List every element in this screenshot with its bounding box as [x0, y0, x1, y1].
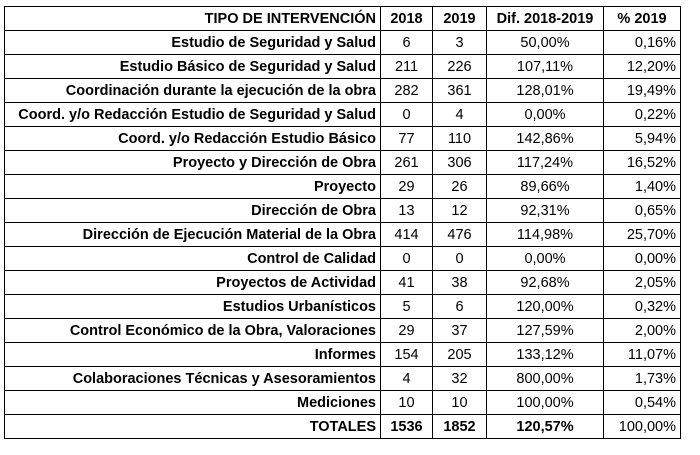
row-name-cell: Estudio de Seguridad y Salud: [5, 31, 381, 55]
row-name-cell: Coord. y/o Redacción Estudio Básico: [5, 127, 381, 151]
row-dif-cell: 120,00%: [487, 295, 604, 319]
row-2019-cell: 6: [433, 295, 487, 319]
row-name-cell: Mediciones: [5, 391, 381, 415]
row-pct-2019-cell: 12,20%: [604, 55, 681, 79]
row-name-cell: Coord. y/o Redacción Estudio de Seguridad y Salud: [5, 103, 381, 127]
row-2019-cell: 0: [433, 247, 487, 271]
row-pct-2019-cell: 16,52%: [604, 151, 681, 175]
row-name-cell: Estudios Urbanísticos: [5, 295, 381, 319]
row-pct-2019-cell: 11,07%: [604, 343, 681, 367]
row-2019-cell: 361: [433, 79, 487, 103]
row-2018-cell: 0: [381, 247, 433, 271]
row-2018-cell: 5: [381, 295, 433, 319]
row-pct-2019-cell: 0,54%: [604, 391, 681, 415]
header-dif-2018-2019: Dif. 2018-2019: [487, 7, 604, 31]
row-dif-cell: 0,00%: [487, 247, 604, 271]
row-2018-cell: 13: [381, 199, 433, 223]
row-2018-cell: 261: [381, 151, 433, 175]
row-dif-cell: 800,00%: [487, 367, 604, 391]
row-2019-cell: 38: [433, 271, 487, 295]
table-row: [5, 175, 681, 199]
row-2018-cell: 211: [381, 55, 433, 79]
row-pct-2019-cell: 0,65%: [604, 199, 681, 223]
row-2018-cell: 0: [381, 103, 433, 127]
row-2019-cell: 205: [433, 343, 487, 367]
row-2019-cell: 4: [433, 103, 487, 127]
row-dif-cell: 89,66%: [487, 175, 604, 199]
row-2019-cell: 476: [433, 223, 487, 247]
table-row: [5, 199, 681, 223]
table-row: [5, 79, 681, 103]
row-dif-cell: 92,68%: [487, 271, 604, 295]
row-2018-cell: 77: [381, 127, 433, 151]
row-dif-cell: 92,31%: [487, 199, 604, 223]
table-row: [5, 127, 681, 151]
totals-row-2019-cell: 1852: [433, 415, 487, 439]
row-2019-cell: 12: [433, 199, 487, 223]
row-2019-cell: 32: [433, 367, 487, 391]
row-name-cell: Control de Calidad: [5, 247, 381, 271]
row-2019-cell: 226: [433, 55, 487, 79]
row-pct-2019-cell: 1,73%: [604, 367, 681, 391]
row-dif-cell: 100,00%: [487, 391, 604, 415]
row-dif-cell: 114,98%: [487, 223, 604, 247]
table-row: [5, 271, 681, 295]
header-2018: 2018: [381, 7, 433, 31]
row-name-cell: Dirección de Obra: [5, 199, 381, 223]
row-dif-cell: 117,24%: [487, 151, 604, 175]
row-2019-cell: 306: [433, 151, 487, 175]
table-row: [5, 319, 681, 343]
row-pct-2019-cell: 0,00%: [604, 247, 681, 271]
table-row: [5, 295, 681, 319]
totals-row-dif-cell: 120,57%: [487, 415, 604, 439]
row-dif-cell: 0,00%: [487, 103, 604, 127]
row-2018-cell: 414: [381, 223, 433, 247]
row-name-cell: Proyecto: [5, 175, 381, 199]
row-2018-cell: 282: [381, 79, 433, 103]
row-dif-cell: 128,01%: [487, 79, 604, 103]
row-2019-cell: 26: [433, 175, 487, 199]
row-name-cell: Coordinación durante la ejecución de la obra: [5, 79, 381, 103]
row-2018-cell: 29: [381, 175, 433, 199]
table-row: [5, 247, 681, 271]
row-2018-cell: 29: [381, 319, 433, 343]
row-name-cell: Colaboraciones Técnicas y Asesoramientos: [5, 367, 381, 391]
row-pct-2019-cell: 2,05%: [604, 271, 681, 295]
row-pct-2019-cell: 25,70%: [604, 223, 681, 247]
table-row: [5, 343, 681, 367]
header-pct-2019: % 2019: [604, 7, 681, 31]
row-pct-2019-cell: 0,32%: [604, 295, 681, 319]
row-name-cell: Proyecto y Dirección de Obra: [5, 151, 381, 175]
totals-row-pct-2019-cell: 100,00%: [604, 415, 681, 439]
table-row: [5, 151, 681, 175]
row-dif-cell: 133,12%: [487, 343, 604, 367]
row-dif-cell: 107,11%: [487, 55, 604, 79]
intervention-table-container: [4, 6, 681, 439]
row-dif-cell: 127,59%: [487, 319, 604, 343]
row-2018-cell: 4: [381, 367, 433, 391]
row-2018-cell: 10: [381, 391, 433, 415]
row-2019-cell: 10: [433, 391, 487, 415]
row-pct-2019-cell: 5,94%: [604, 127, 681, 151]
totals-row: [5, 415, 681, 439]
header-2019: 2019: [433, 7, 487, 31]
totals-row-2018-cell: 1536: [381, 415, 433, 439]
row-name-cell: Informes: [5, 343, 381, 367]
table-row: [5, 223, 681, 247]
row-pct-2019-cell: 19,49%: [604, 79, 681, 103]
table-row: [5, 31, 681, 55]
row-2019-cell: 37: [433, 319, 487, 343]
row-dif-cell: 142,86%: [487, 127, 604, 151]
row-pct-2019-cell: 0,16%: [604, 31, 681, 55]
intervention-table: [4, 6, 681, 439]
row-pct-2019-cell: 0,22%: [604, 103, 681, 127]
row-2018-cell: 6: [381, 31, 433, 55]
row-name-cell: Estudio Básico de Seguridad y Salud: [5, 55, 381, 79]
table-row: [5, 391, 681, 415]
table-body: [5, 31, 681, 439]
row-pct-2019-cell: 2,00%: [604, 319, 681, 343]
row-pct-2019-cell: 1,40%: [604, 175, 681, 199]
row-2019-cell: 110: [433, 127, 487, 151]
row-2018-cell: 41: [381, 271, 433, 295]
row-2018-cell: 154: [381, 343, 433, 367]
table-row: [5, 103, 681, 127]
table-row: [5, 367, 681, 391]
totals-row-name-cell: TOTALES: [5, 415, 381, 439]
row-name-cell: Dirección de Ejecución Material de la Obra: [5, 223, 381, 247]
table-header-row: [5, 7, 681, 31]
header-tipo-intervencion: TIPO DE INTERVENCIÓN: [5, 7, 381, 31]
row-dif-cell: 50,00%: [487, 31, 604, 55]
row-name-cell: Proyectos de Actividad: [5, 271, 381, 295]
row-2019-cell: 3: [433, 31, 487, 55]
row-name-cell: Control Económico de la Obra, Valoraciones: [5, 319, 381, 343]
table-row: [5, 55, 681, 79]
